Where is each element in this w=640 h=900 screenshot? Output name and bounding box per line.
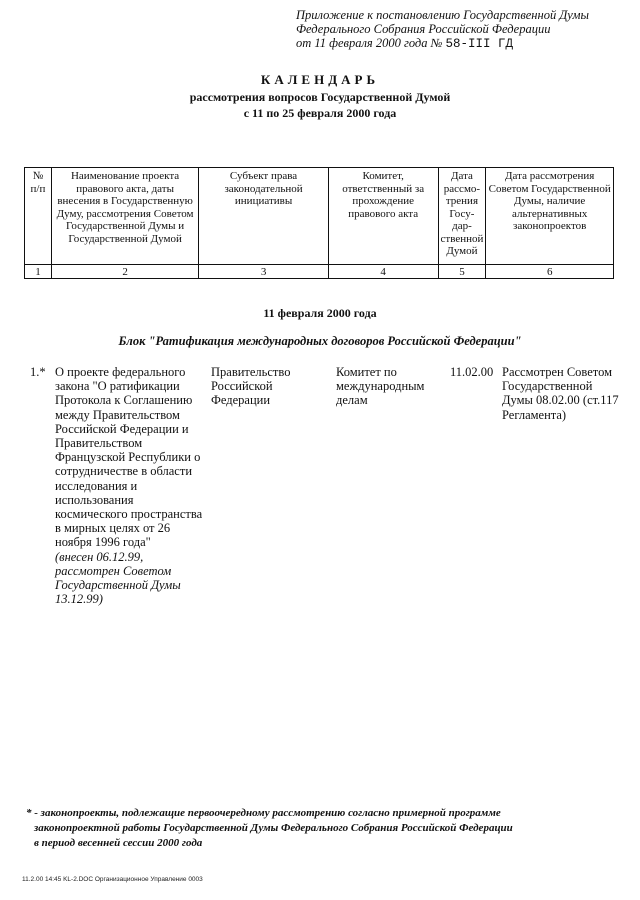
entry-subject: Правительство Российской Федерации: [211, 365, 291, 408]
entry-title: О проекте федерального закона "О ратификации Протокола к Соглашению между Правительством Российской Федерации и Правительством Французской Республики о сотрудничестве в области исследования и использования космического пространства в мирных целях от 26 ноября 1996 года": [55, 365, 203, 550]
entry-title-cell: [55, 365, 203, 606]
col-header-subject: Субъект права законодательной инициативы: [199, 168, 329, 265]
header-note-date: от 11 февраля 2000 года №: [296, 36, 446, 50]
footnote-line2: законопроектной работы Государственной Думы Федерального Собрания Российской Федерации: [34, 822, 513, 834]
entry-note: (внесен 06.12.99, рассмотрен Советом Государственной Думы 13.12.99): [55, 549, 181, 607]
col-header-title: Наименование проекта правового акта, даты внесения в Государственную Думу, рассмотрения Советом Государственной Думы и Государственной Думой: [51, 168, 198, 265]
footnote-line1: * - законопроекты, подлежащие первоочередному рассмотрению согласно примерной программе: [26, 807, 501, 819]
entry-number: 1.*: [30, 365, 46, 379]
block-heading: Блок "Ратификация международных договоров Российской Федерации": [118, 334, 522, 348]
document-title: КАЛЕНДАРЬ: [260, 72, 380, 87]
col-number-6: 6: [486, 265, 614, 279]
document-period: с 11 по 25 февраля 2000 года: [243, 106, 397, 120]
col-number-2: 2: [51, 265, 198, 279]
date-heading: 11 февраля 2000 года: [263, 306, 377, 320]
footnote-line3: в период весенней сессии 2000 года: [34, 837, 203, 849]
document-subtitle: рассмотрения вопросов Государственной Думой: [189, 90, 451, 104]
col-header-committee: Комитет, ответственный за прохождение правового акта: [328, 168, 438, 265]
header-note-line3: [296, 36, 631, 51]
calendar-header-table: [24, 167, 614, 279]
header-note-line1: Приложение к постановлению Государственной Думы: [296, 8, 589, 22]
col-header-date: Дата рассмо-трения Госу-дар-ственной Думой: [438, 168, 486, 265]
page-footer: 11.2.00 14:45 KL-2.DOC Организационное Управление 0003: [22, 876, 203, 883]
col-number-5: 5: [438, 265, 486, 279]
table-header-row: [25, 168, 614, 265]
entry-council: Рассмотрен Советом Государственной Думы 08.02.00 (ст.117 Регламента): [502, 365, 619, 422]
entry-committee: Комитет по международным делам: [336, 365, 425, 408]
resolution-number: 58-III ГД: [445, 37, 514, 51]
col-number-3: 3: [199, 265, 329, 279]
col-header-council: Дата рассмотрения Советом Государственной Думы, наличие альтернативных законопроектов: [486, 168, 614, 265]
col-number-1: 1: [25, 265, 52, 279]
footnote: [26, 806, 626, 851]
header-note: [296, 8, 631, 51]
col-header-number: № п/п: [25, 168, 52, 265]
entry-date: 11.02.00: [450, 365, 494, 379]
table-number-row: [25, 265, 614, 279]
col-number-4: 4: [328, 265, 438, 279]
header-note-line2: Федерального Собрания Российской Федерации: [296, 22, 551, 36]
